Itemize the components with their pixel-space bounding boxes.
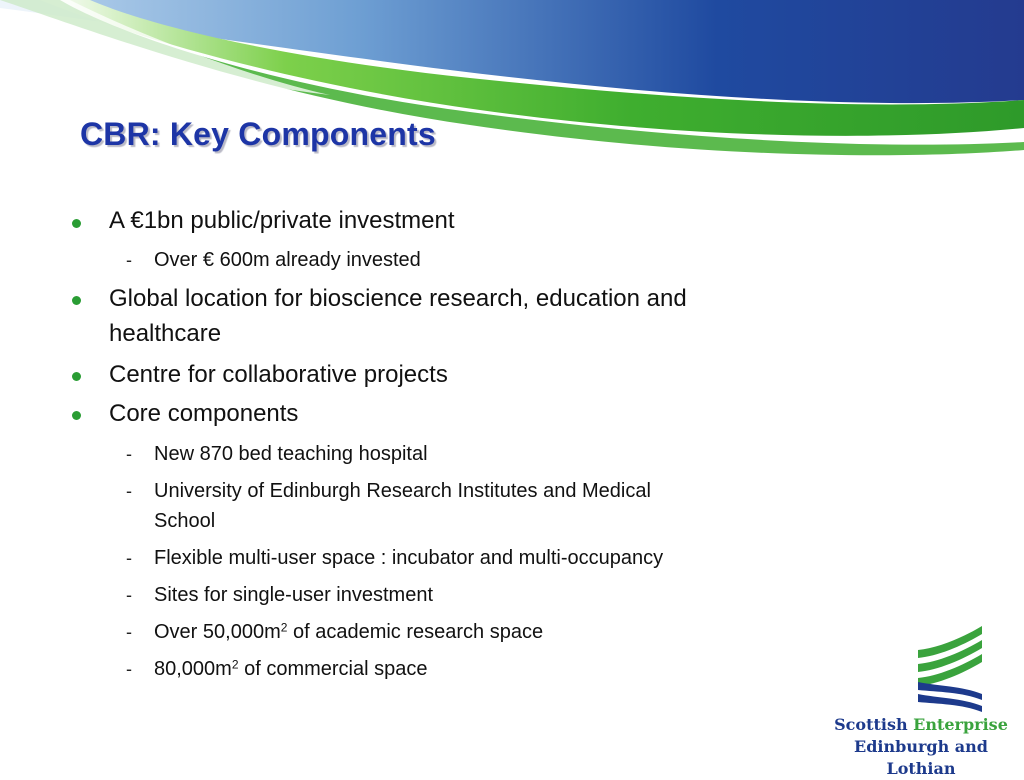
logo-line-1: Scottish Enterprise — [834, 715, 1008, 734]
bullet-4-text: Core components — [109, 400, 299, 427]
bullet-4-sub-2-line2: School — [154, 510, 216, 532]
bullet-1-text: A €1bn public/private investment — [109, 207, 455, 234]
bullet-dot — [72, 219, 81, 228]
bullet-1-sub-1: Over € 600m already invested — [154, 249, 421, 271]
bullet-dot — [72, 372, 81, 381]
bullet-4-sub-2-line1: University of Edinburgh Research Institutes and Medical — [154, 480, 651, 502]
bullet-4-sub-1: New 870 bed teaching hospital — [154, 443, 428, 465]
bullet-2-text-line1: Global location for bioscience research, education and — [109, 285, 687, 312]
dash-marker: - — [126, 622, 132, 642]
bullet-4-sub-4: Sites for single-user investment — [154, 584, 434, 606]
bullet-4-sub-6: $80,000m^2$ of commercial space — [154, 657, 428, 680]
dash-marker: - — [126, 659, 132, 679]
dash-marker: - — [126, 250, 132, 270]
bullet-4-sub-5: Over $50,000m^2$ of academic research space — [154, 620, 544, 643]
bullet-dot — [72, 296, 81, 305]
dash-marker: - — [126, 481, 132, 501]
dash-marker: - — [126, 548, 132, 568]
logo-line-2: Edinburgh and Lothian — [854, 737, 988, 778]
bullet-2-text-line2: healthcare — [109, 320, 222, 347]
bullet-3-text: Centre for collaborative projects — [109, 361, 448, 388]
logo-wordmark — [818, 714, 1024, 780]
dash-marker: - — [126, 444, 132, 464]
dash-marker: - — [126, 585, 132, 605]
slide-title: CBR: Key Components — [80, 116, 436, 152]
bullet-dot — [72, 411, 81, 420]
scottish-enterprise-logo-icon — [912, 624, 988, 716]
bullet-4-sub-3: Flexible multi-user space : incubator and multi-occupancy — [154, 547, 664, 569]
